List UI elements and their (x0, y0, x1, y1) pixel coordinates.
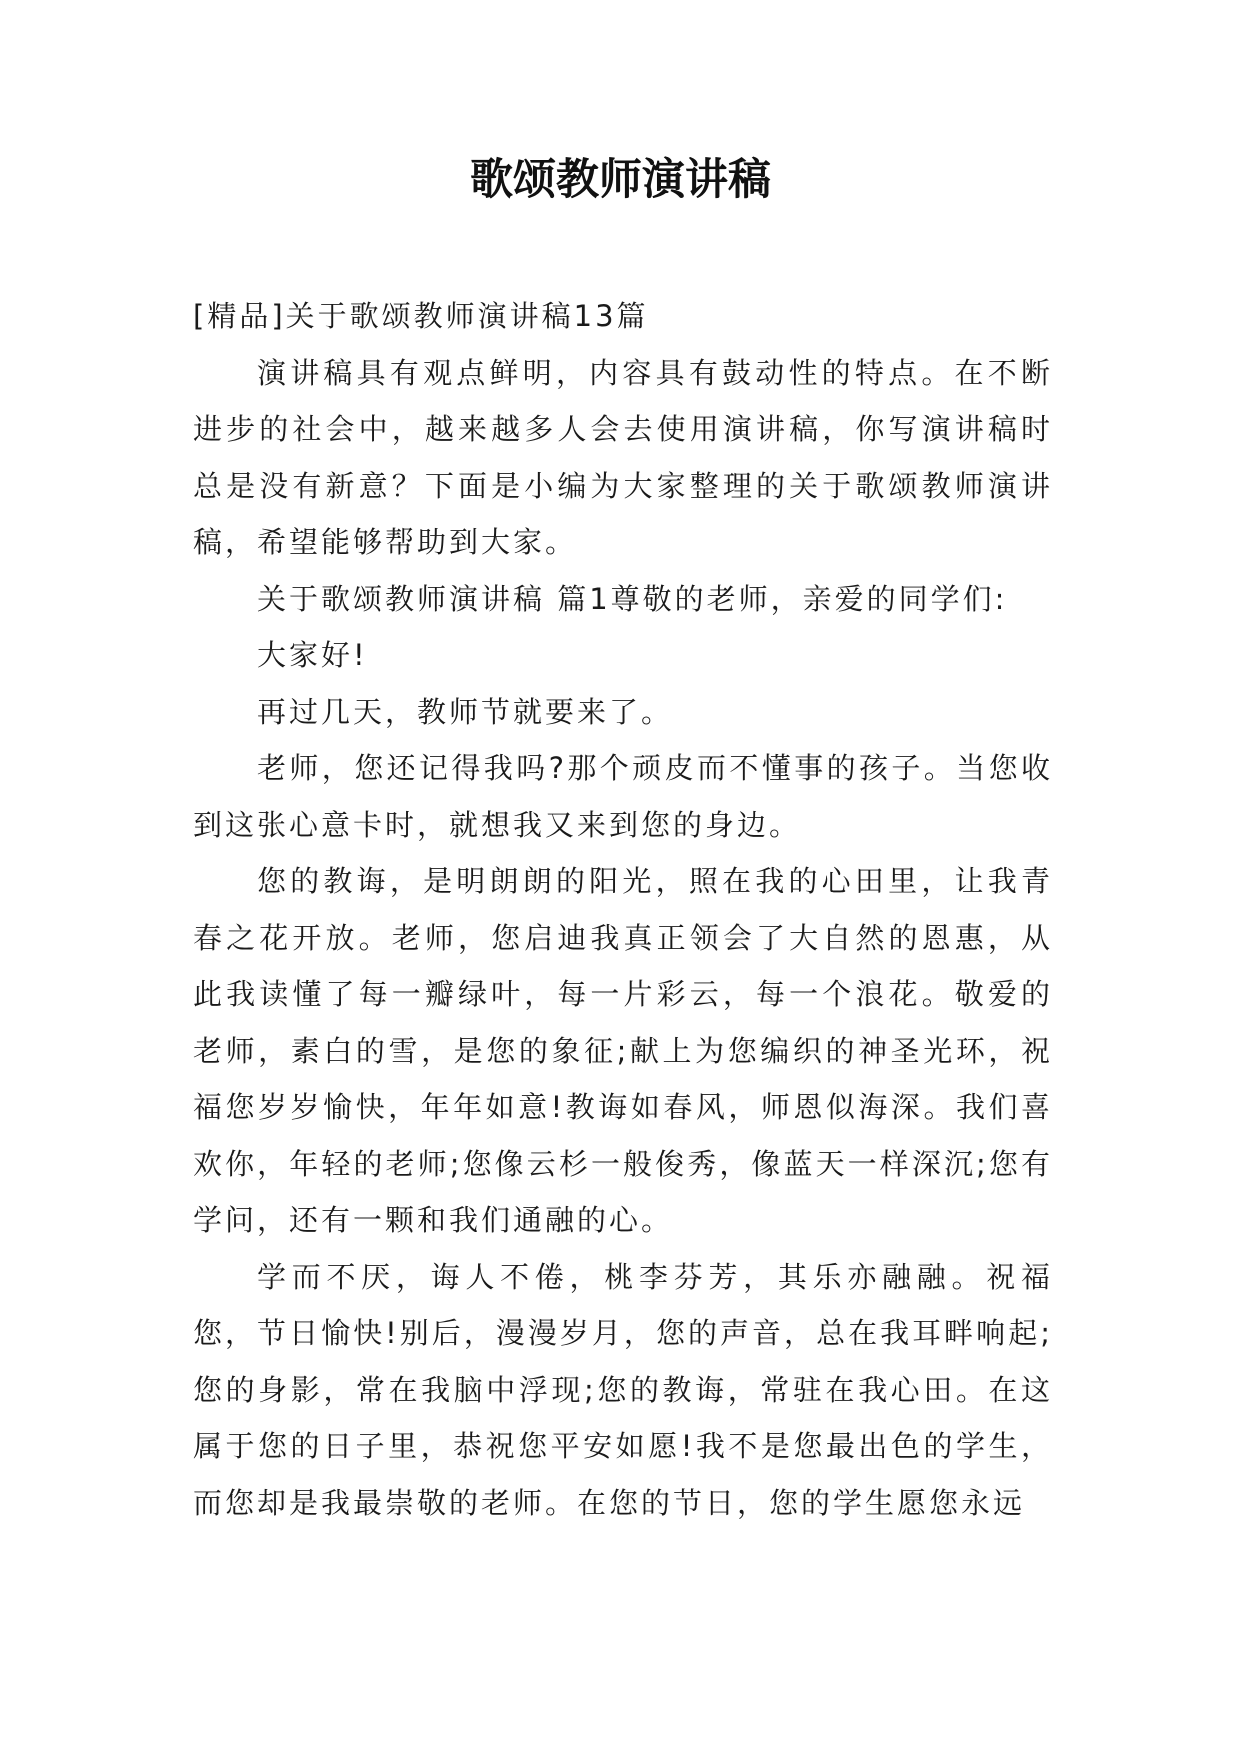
paragraph-greeting: 大家好! (257, 638, 368, 672)
document-subtitle: [精品]关于歌颂教师演讲稿13篇 (193, 299, 649, 333)
document-body (193, 288, 1053, 1531)
paragraph: 您的教诲，是明朗朗的阳光，照在我的心田里，让我青春之花开放。老师，您启迪我真正领会了大自然的恩惠，从此我读懂了每一瓣绿叶，每一片彩云，每一个浪花。敬爱的老师，素白的雪，是您的象征;献上为您编织的神圣光环，祝福您岁岁愉快，年年如意!教诲如春风，师恩似海深。我们喜欢你，年轻的老师;您像云杉一般俊秀，像蓝天一样深沉;您有学问，还有一颗和我们通融的心。 (193, 864, 1053, 1237)
paragraph-intro: 演讲稿具有观点鲜明，内容具有鼓动性的特点。在不断进步的社会中，越来越多人会去使用演讲稿，你写演讲稿时总是没有新意？下面是小编为大家整理的关于歌颂教师演讲稿，希望能够帮助到大家。 (193, 355, 1053, 559)
paragraph: 学而不厌，诲人不倦，桃李芬芳，其乐亦融融。祝福您，节日愉快!别后，漫漫岁月，您的声音，总在我耳畔响起;您的身影，常在我脑中浮现;您的教诲，常驻在我心田。在这属于您的日子里，恭祝您平安如愿!我不是您最出色的学生，而您却是我最崇敬的老师。在您的节日，您的学生愿您永远 (193, 1259, 1053, 1520)
paragraph: 再过几天，教师节就要来了。 (257, 694, 674, 729)
paragraph: 老师，您还记得我吗?那个顽皮而不懂事的孩子。当您收到这张心意卡时，就想我又来到您的身边。 (193, 751, 1053, 842)
document-title: 歌颂教师演讲稿 (470, 155, 771, 205)
paragraph-speech-heading: 关于歌颂教师演讲稿 篇1尊敬的老师，亲爱的同学们: (257, 581, 1008, 616)
